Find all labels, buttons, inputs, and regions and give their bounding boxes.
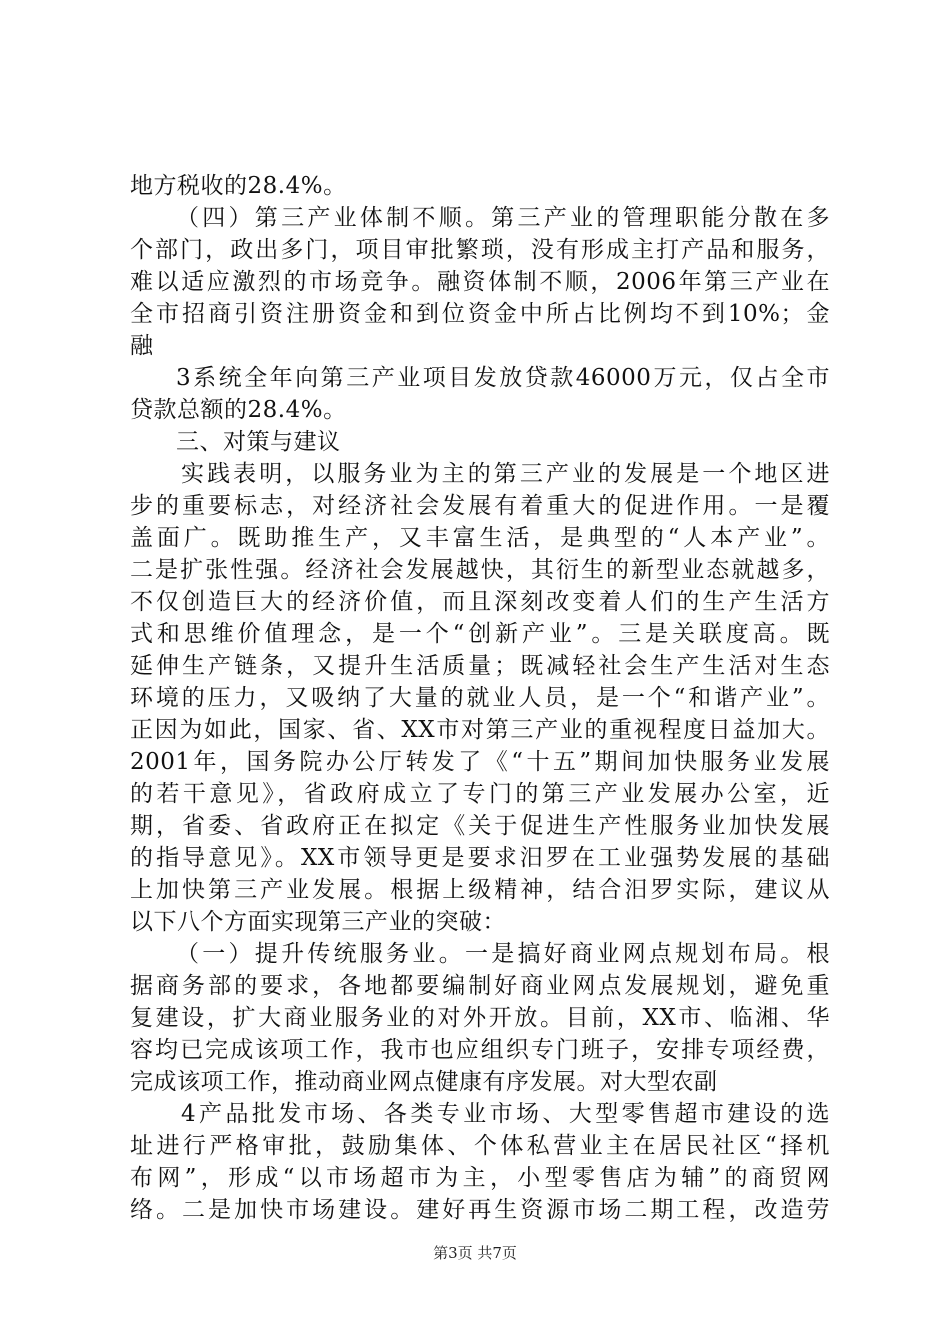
text-line: 地方税收的28.4%。 — [130, 173, 347, 199]
text-line: 实践表明，以服务业为主的第三产业的发展是一个地区进 — [181, 461, 830, 487]
text-line: 延伸生产链条，又提升生活质量；既减轻社会生产生活对生态 — [130, 653, 830, 679]
text-line: 步的重要标志，对经济社会发展有着重大的促进作用。一是覆 — [130, 493, 830, 519]
text-line: 不仅创造巨大的经济价值，而且深刻改变着人们的生产生活方 — [130, 589, 830, 615]
text-line: 以下八个方面实现第三产业的突破： — [130, 909, 506, 935]
text-line: 址进行严格审批，鼓励集体、个体私营业主在居民社区“择机 — [130, 1133, 830, 1159]
text-line: 环境的压力，又吸纳了大量的就业人员，是一个“和谐产业”。 — [130, 685, 830, 711]
text-line: 布网”，形成“以市场超市为主，小型零售店为辅”的商贸网 — [130, 1165, 830, 1191]
text-line: 个部门，政出多门，项目审批繁琐，没有形成主打产品和服务， — [130, 237, 830, 263]
text-line: 式和思维价值理念，是一个“创新产业”。三是关联度高。既 — [130, 621, 830, 647]
text-line: 贷款总额的28.4%。 — [130, 397, 347, 423]
text-line: 融 — [130, 333, 154, 359]
text-line: 复建设，扩大商业服务业的对外开放。目前，XX市、临湘、华 — [130, 1005, 830, 1031]
text-line: 络。二是加快市场建设。建好再生资源市场二期工程，改造劳 — [130, 1197, 830, 1223]
text-line: 容均已完成该项工作，我市也应组织专门班子，安排专项经费， — [130, 1037, 830, 1063]
text-line: 盖面广。既助推生产，又丰富生活，是典型的“人本产业”。 — [130, 525, 830, 551]
text-line: 的若干意见》，省政府成立了专门的第三产业发展办公室，近 — [130, 781, 830, 807]
text-line: 二是扩张性强。经济社会发展越快，其衍生的新型业态就越多， — [130, 557, 830, 583]
text-line: 2001年，国务院办公厅转发了《“十五”期间加快服务业发展 — [130, 749, 830, 775]
text-line: 3系统全年向第三产业项目发放贷款46000万元，仅占全市 — [176, 365, 830, 391]
text-line: （一）提升传统服务业。一是搞好商业网点规划布局。根 — [176, 941, 830, 967]
text-line: 期，省委、省政府正在拟定《关于促进生产性服务业加快发展 — [130, 813, 830, 839]
text-line: 上加快第三产业发展。根据上级精神，结合汨罗实际，建议从 — [130, 877, 830, 903]
text-line: 难以适应激烈的市场竞争。融资体制不顺，2006年第三产业在 — [130, 269, 830, 295]
text-line: 的指导意见》。XX市领导更是要求汨罗在工业强势发展的基础 — [130, 845, 830, 871]
text-line: 4产品批发市场、各类专业市场、大型零售超市建设的选 — [181, 1101, 830, 1127]
text-line: 据商务部的要求，各地都要编制好商业网点发展规划，避免重 — [130, 973, 830, 999]
text-line: 完成该项工作，推动商业网点健康有序发展。对大型农副 — [130, 1069, 718, 1095]
text-line: 正因为如此，国家、省、XX市对第三产业的重视程度日益加大。 — [130, 717, 830, 743]
page-number-footer: 第3页 共7页 — [433, 1244, 517, 1262]
text-line: （四）第三产业体制不顺。第三产业的管理职能分散在多 — [176, 205, 830, 231]
section-heading: 三、对策与建议 — [176, 429, 341, 455]
text-line: 全市招商引资注册资金和到位资金中所占比例均不到10%；金 — [130, 301, 830, 327]
